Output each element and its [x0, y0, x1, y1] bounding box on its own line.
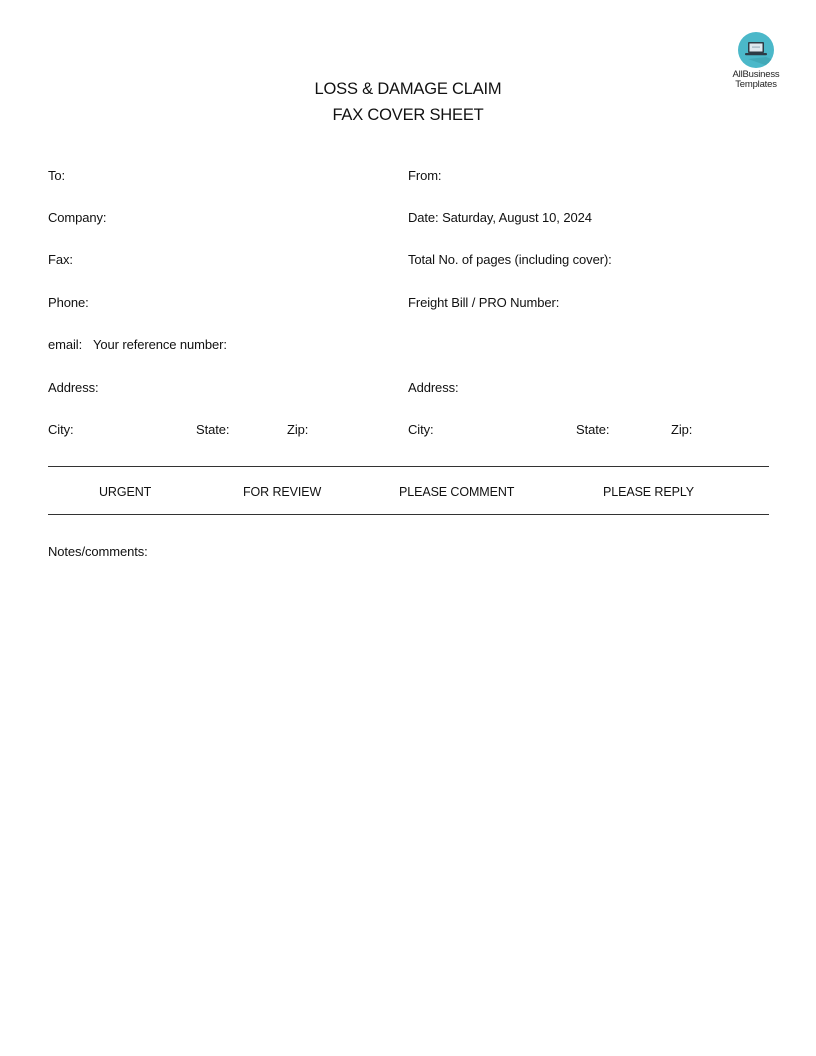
- company-label: Company:: [48, 210, 107, 225]
- document-subtitle: FAX COVER SHEET: [332, 106, 484, 124]
- option-for-review: FOR REVIEW: [243, 485, 322, 499]
- option-please-comment: PLEASE COMMENT: [399, 485, 515, 499]
- to-label: To:: [48, 168, 66, 183]
- sender-state-label: State:: [576, 422, 610, 437]
- laptop-icon: [738, 32, 774, 68]
- recipient-address-label: Address:: [48, 380, 99, 395]
- phone-label: Phone:: [48, 295, 89, 310]
- total-pages-label: Total No. of pages (including cover):: [408, 252, 612, 267]
- fax-label: Fax:: [48, 252, 73, 267]
- sender-zip-label: Zip:: [671, 422, 693, 437]
- date-label: Date: Saturday, August 10, 2024: [408, 210, 592, 225]
- reference-number-label: Your reference number:: [93, 337, 227, 352]
- top-divider: [48, 466, 769, 467]
- sender-address-label: Address:: [408, 380, 459, 395]
- sender-city-label: City:: [408, 422, 434, 437]
- email-label: email:: [48, 337, 83, 352]
- notes-label: Notes/comments:: [48, 544, 148, 559]
- option-please-reply: PLEASE REPLY: [603, 485, 694, 499]
- recipient-city-label: City:: [48, 422, 74, 437]
- option-urgent: URGENT: [99, 485, 152, 499]
- bottom-divider: [48, 514, 769, 515]
- recipient-state-label: State:: [196, 422, 230, 437]
- document-title: LOSS & DAMAGE CLAIM: [314, 80, 502, 98]
- logo-text-line2: Templates: [735, 79, 777, 90]
- recipient-zip-label: Zip:: [287, 422, 309, 437]
- logo-text-line1: AllBusiness: [732, 69, 780, 80]
- freight-bill-label: Freight Bill / PRO Number:: [408, 295, 560, 310]
- from-label: From:: [408, 168, 442, 183]
